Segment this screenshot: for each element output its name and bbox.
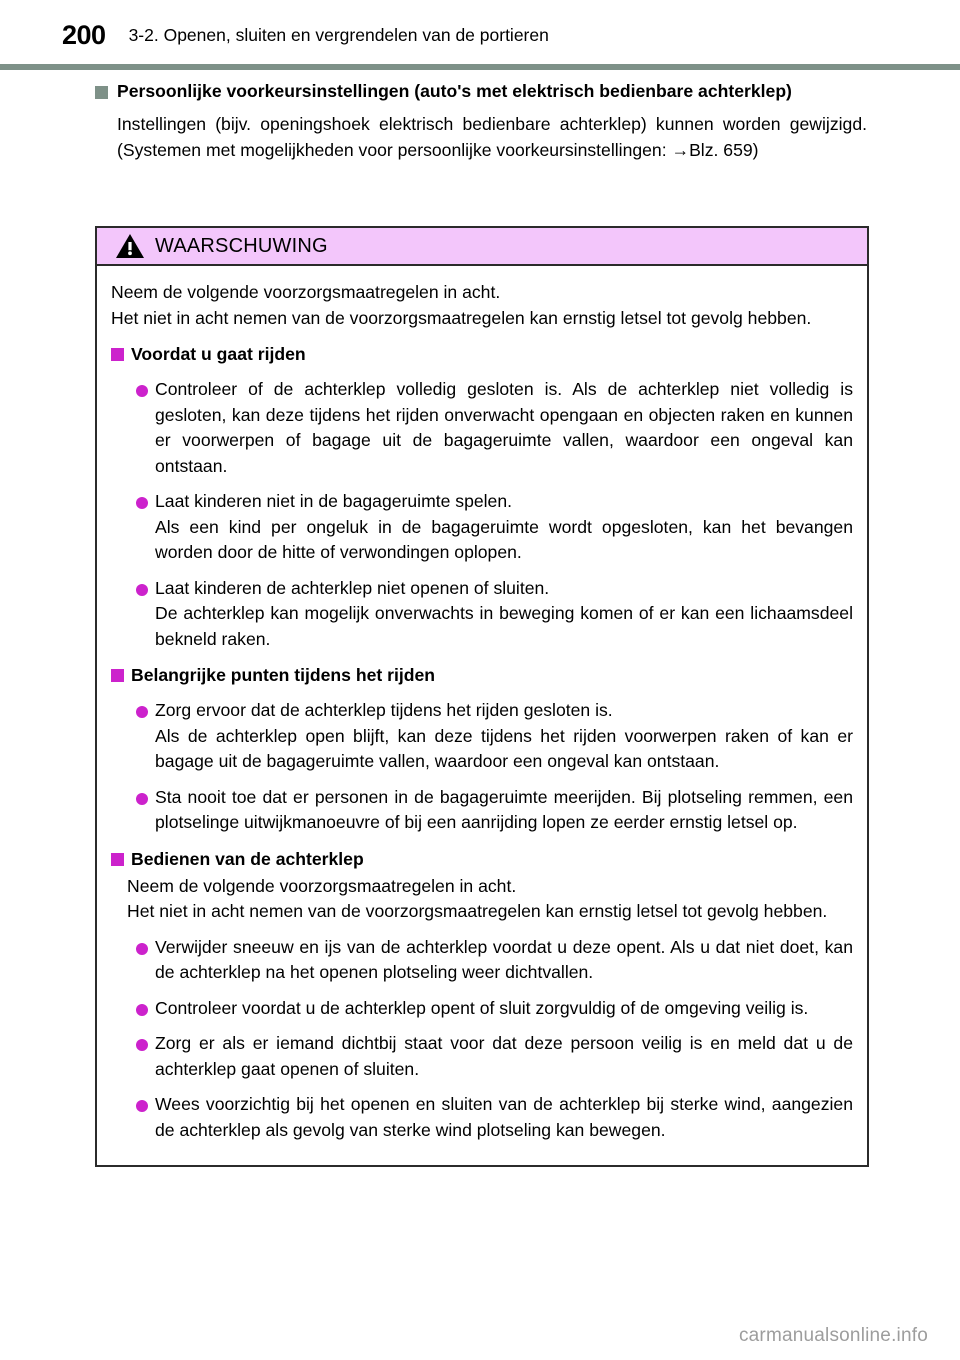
- site-watermark: carmanualsonline.info: [738, 1325, 928, 1346]
- warning-list-item: [111, 1031, 853, 1082]
- warning-list-item-text: Zorg ervoor dat de achterklep tijdens het rijden gesloten is.: [155, 700, 613, 720]
- warning-body: [97, 266, 867, 1165]
- warning-list-item-text: Wees voorzichtig bij het openen en sluiten van de achterklep bij sterke wind, aangezien de achterklep als gevolg van sterke wind plotseling kan bewegen.: [155, 1094, 853, 1140]
- warning-list-item-sub: De achterklep kan mogelijk onverwachts in beweging komen of er kan een lichaamsdeel bekneld raken.: [155, 603, 853, 649]
- warning-list-item-text: Laat kinderen de achterklep niet openen of sluiten.: [155, 577, 550, 598]
- page-title: 3-2. Openen, sluiten en vergrendelen van de portieren: [128, 25, 549, 45]
- warning-list-item: [111, 576, 853, 653]
- warning-list-item-text: Controleer voordat u de achterklep opent of sluit zorgvuldig of de omgeving veilig is.: [155, 997, 809, 1018]
- warning-list-item: [111, 996, 853, 1022]
- page-number: 200: [62, 20, 106, 50]
- warning-intro-line-1: Neem de volgende voorzorgsmaatregelen in acht.: [111, 282, 501, 302]
- warning-list-item-text: Zorg er als er iemand dichtbij staat voor dat deze persoon veilig is en meld dat u de achterklep gaat openen of sluiten.: [155, 1033, 853, 1079]
- header-divider: [0, 64, 960, 70]
- section-body: Instellingen (bijv. openingshoek elektrisch bedienbare achterklep) kunnen worden gewijzigd. (Systemen met mogelijkheden voor persoonlijke voorkeursinstellingen: →Blz. 659): [117, 114, 867, 160]
- warning-list-item-text: Controleer of de achterklep volledig gesloten is. Als de achterklep niet volledig is gesloten, kan deze tijdens het rijden onverwacht opengaan en objecten raken en kunnen er voorwerpen of bagage uit de bagageruimte vallen, waardoor een ongeval kan ontstaan.: [155, 379, 853, 476]
- warning-list-item: [111, 698, 853, 775]
- warning-list-item: [111, 785, 853, 836]
- warning-group-intro-line-2: Het niet in acht nemen van de voorzorgsmaatregelen kan ernstig letsel tot gevolg hebben.: [127, 901, 828, 921]
- warning-list-item: [111, 489, 853, 566]
- warning-group-heading: Bedienen van de achterklep: [111, 847, 853, 872]
- section-heading: [95, 79, 867, 104]
- intro-section: [95, 79, 867, 163]
- warning-group-intro-line-1: Neem de volgende voorzorgsmaatregelen in acht.: [127, 875, 517, 896]
- warning-list-item-sub: Als de achterklep open blijft, kan deze tijdens het rijden voorwerpen raken of kan er bagage uit de bagageruimte vallen, waardoor een ongeval kan ontstaan.: [155, 725, 853, 771]
- warning-list-item-text: Laat kinderen niet in de bagageruimte spelen.: [155, 491, 513, 511]
- warning-list-item: [111, 1092, 853, 1143]
- warning-group-heading: Belangrijke punten tijdens het rijden: [111, 663, 853, 688]
- warning-list-item: [111, 935, 853, 986]
- warning-box: [95, 226, 869, 1167]
- warning-group-heading: Voordat u gaat rijden: [111, 342, 853, 367]
- warning-intro-line-2: Het niet in acht nemen van de voorzorgsmaatregelen kan ernstig letsel tot gevolg hebben.: [111, 307, 812, 328]
- page-header: [0, 18, 960, 64]
- section-heading-text: Persoonlijke voorkeursinstellingen (auto's met elektrisch bedienbare achterklep): [117, 81, 792, 101]
- warning-list-item: [111, 377, 853, 479]
- warning-list-item-sub: Als een kind per ongeluk in de bagageruimte wordt opgesloten, kan het bevangen worden door de hitte of verwondingen oplopen.: [155, 516, 853, 562]
- warning-title: WAARSCHUWING: [155, 235, 328, 257]
- warning-triangle-icon: [115, 233, 145, 259]
- warning-list-item-text: Verwijder sneeuw en ijs van de achterklep voordat u deze opent. Als u dat niet doet, kan de achterklep na het openen plotseling weer dichtvallen.: [155, 936, 853, 982]
- warning-list-item-text: Sta nooit toe dat er personen in de bagageruimte meerijden. Bij plotseling remmen, een plotselinge uitwijkmanoeuvre of bij een aanrijding lopen ze eerder ernstig letsel op.: [155, 786, 853, 832]
- warning-title-bar: [97, 228, 867, 266]
